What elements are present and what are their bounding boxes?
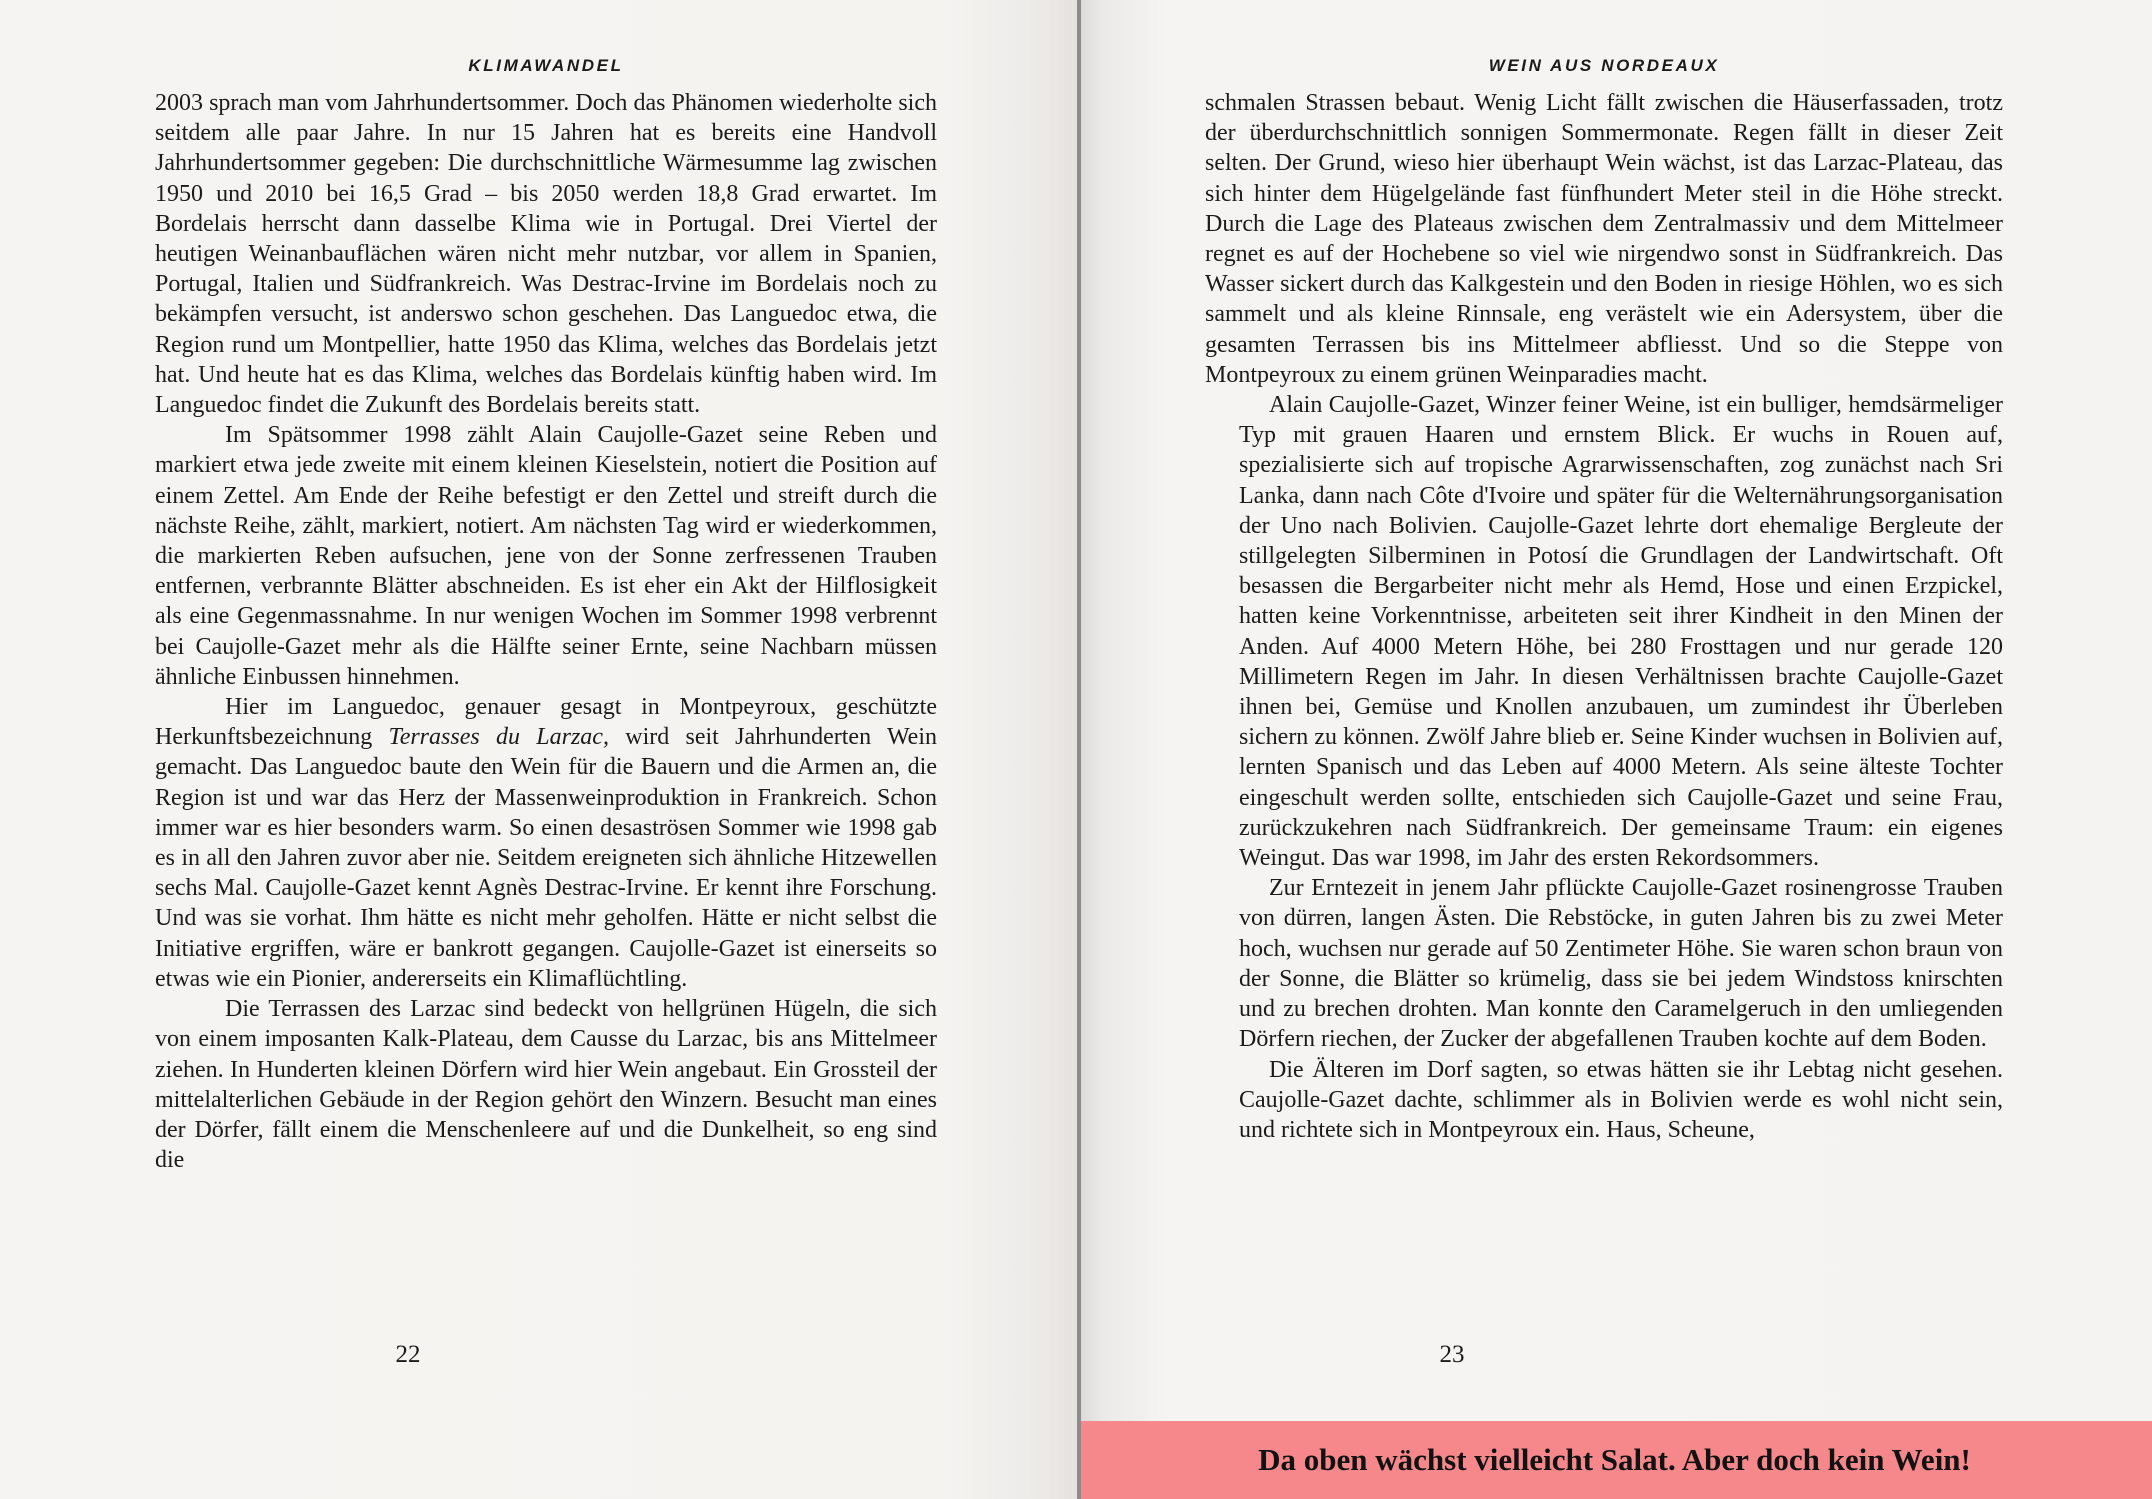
paragraph bbox=[155, 420, 937, 692]
right-running-head: WEIN AUS NORDEAUX bbox=[1488, 56, 1720, 75]
left-text-column bbox=[155, 88, 937, 1310]
right-page-number: 23 bbox=[1439, 1341, 1465, 1368]
left-running-head: KLIMAWANDEL bbox=[468, 56, 624, 75]
right-page bbox=[1081, 0, 2152, 1499]
paragraph-text: Die Terrassen des Larzac sind bedeckt von hellgrünen Hügeln, die sich von einem imposanten Kalk-Plateau, dem Causse du Larzac, bis ans Mittelmeer ziehen. In Hunderten kleinen Dörfern wird hier Wein angebaut. Ein Grossteil der mittelalterlichen Gebäude in der Region gehört den Winzern. Besucht man eines der Dörfer, fällt einem die Menschenleere auf und die Dunkelheit, so eng sind die bbox=[155, 996, 937, 1174]
paragraph bbox=[155, 692, 937, 994]
paragraph bbox=[1239, 1055, 2003, 1146]
pull-quote-banner bbox=[1081, 1421, 2152, 1499]
paragraph-text: Alain Caujolle-Gazet, Winzer feiner Weine, ist ein bulliger, hemdsärmeliger Typ mit grauen Haaren und ernstem Blick. Er wuchs in Rouen auf, spezialisierte sich auf tropische Agrarwissenschaften, zog zunächst nach Sri Lanka, dann nach Côte d'Ivoire und später für die Welternährungsorganisation der Uno nach Bolivien. Caujolle-Gazet lehrte dort ehemalige Bergleute der stillgelegten Silberminen in Potosí die Grundlagen der Landwirtschaft. Oft besassen die Bergarbeiter nicht mehr als Hemd, Hose und einen Erzpickel, hatten keine Vorkenntnisse, arbeiteten seit ihrer Kindheit in den Minen der Anden. Auf 4000 Metern Höhe, bei 280 Frosttagen und nur gerade 120 Millimetern Regen im Jahr. In diesen Verhältnissen brachte Caujolle-Gazet ihnen bei, Gemüse und Knollen anzubauen, um zumindest ihr Überleben sichern zu können. Zwölf Jahre blieb er. Seine Kinder wuchsen in Bolivien auf, lernten Spanisch und das Leben auf 4000 Metern. Als seine älteste Tochter eingeschult werden sollte, entschieden sich Caujolle-Gazet und seine Frau, zurückzukehren nach Südfrankreich. Der gemeinsame Traum: ein eigenes Weingut. Das war 1998, im Jahr des ersten Rekordsommers. bbox=[1239, 392, 2003, 872]
left-page-number: 22 bbox=[395, 1341, 421, 1368]
paragraph bbox=[1239, 390, 2003, 873]
right-text-column bbox=[1205, 88, 2003, 1310]
paragraph-text: Hier im Languedoc, genauer gesagt in Montpeyroux, geschützte Herkunftsbezeichnung bbox=[155, 694, 937, 751]
paragraph bbox=[1205, 88, 2003, 390]
paragraph bbox=[155, 88, 937, 420]
pull-quote-text: Da oben wächst vielleicht Salat. Aber doch kein Wein! bbox=[1258, 1442, 1971, 1477]
italic-phrase: Terrasses du Larzac, bbox=[388, 724, 609, 751]
paragraph-text: 2003 sprach man vom Jahrhundertsommer. Doch das Phänomen wiederholte sich seitdem alle paar Jahre. In nur 15 Jahren hat es bereits eine Handvoll Jahrhundertsommer gegeben: Die durchschnittliche Wärmesumme lag zwischen 1950 und 2010 bei 16,5 Grad – bis 2050 werden 18,8 Grad erwartet. Im Bordelais herrscht dann dasselbe Klima wie in Portugal. Drei Viertel der heutigen Weinanbauflächen wären nicht mehr nutzbar, vor allem in Spanien, Portugal, Italien und Südfrankreich. Was Destrac-Irvine im Bordelais noch zu bekämpfen versucht, ist anderswo schon geschehen. Das Languedoc etwa, die Region rund um Montpellier, hatte 1950 das Klima, welches das Bordelais jetzt hat. Und heute hat es das Klima, welches das Bordelais künftig haben wird. Im Languedoc findet die Zukunft des Bordelais bereits statt. bbox=[155, 90, 937, 419]
paragraph-text: Im Spätsommer 1998 zählt Alain Caujolle-Gazet seine Reben und markiert etwa jede zweite mit einem kleinen Kieselstein, notiert die Position auf einem Zettel. Am Ende der Reihe befestigt er den Zettel und streift durch die nächste Reihe, zählt, markiert, notiert. Am nächsten Tag wird er wiederkommen, die markierten Reben aufsuchen, jene von der Sonne zerfressenen Trauben entfernen, verbrannte Blätter abschneiden. Es ist eher ein Akt der Hilflosigkeit als eine Gegenmassnahme. In nur wenigen Wochen im Sommer 1998 verbrennt bei Caujolle-Gazet mehr als die Hälfte seiner Ernte, seine Nachbarn müssen ähnliche Einbussen hinnehmen. bbox=[155, 422, 937, 690]
paragraph-text: wird seit Jahrhunderten Wein gemacht. Das Languedoc baute den Wein für die Bauern und die Armen an, die Region ist und war das Herz der Massenweinproduktion in Frankreich. Schon immer war es hier besonders warm. So einen desaströsen Sommer wie 1998 gab es in all den Jahren zuvor aber nie. Seitdem ereigneten sich ähnliche Hitzewellen sechs Mal. Caujolle-Gazet kennt Agnès Destrac-Irvine. Er kennt ihre Forschung. Und was sie vorhat. Ihm hätte es nicht mehr geholfen. Hätte er nicht selbst die Initiative ergriffen, wäre er bankrott gegangen. Caujolle-Gazet ist einerseits so etwas wie ein Pionier, andererseits ein Klimaflüchtling. bbox=[155, 724, 937, 992]
paragraph bbox=[155, 994, 937, 1175]
paragraph-text: schmalen Strassen bebaut. Wenig Licht fällt zwischen die Häuserfassaden, trotz der überdurchschnittlich sonnigen Sommermonate. Regen fällt in dieser Zeit selten. Der Grund, wieso hier überhaupt Wein wächst, ist das Larzac-Plateau, das sich hinter dem Hügelgelände fast fünfhundert Meter steil in die Höhe streckt. Durch die Lage des Plateaus zwischen dem Zentralmassiv und dem Mittelmeer regnet es auf der Hochebene so viel wie nirgendwo sonst in Südfrankreich. Das Wasser sickert durch das Kalkgestein und den Boden in riesige Höhlen, wo es sich sammelt und als kleine Rinnsale, eng verästelt wie ein Adersystem, über die gesamten Terrassen bis ins Mittelmeer abfliesst. Und so die Steppe von Montpeyroux zu einem grünen Weinparadies macht. bbox=[1205, 90, 2003, 388]
paragraph-text: Zur Erntezeit in jenem Jahr pflückte Caujolle-Gazet rosinengrosse Trauben von dürren, langen Ästen. Die Rebstöcke, in guten Jahren bis zu zwei Meter hoch, wuchsen nur gerade auf 50 Zentimeter Höhe. Sie waren schon braun von der Sonne, die Blätter so krümelig, dass sie bei jedem Windstoss knirschten und zu brechen drohten. Man konnte den Caramelgeruch in den umliegenden Dörfern riechen, der Zucker der abgefallenen Trauben kochte auf dem Boden. bbox=[1239, 875, 2003, 1053]
paragraph bbox=[1239, 873, 2003, 1054]
paragraph-text: Die Älteren im Dorf sagten, so etwas hätten sie ihr Lebtag nicht gesehen. Caujolle-Gazet dachte, schlimmer als in Bolivien werde es wohl nicht sein, und richtete sich in Montpeyroux ein. Haus, Scheune, bbox=[1239, 1056, 2003, 1143]
